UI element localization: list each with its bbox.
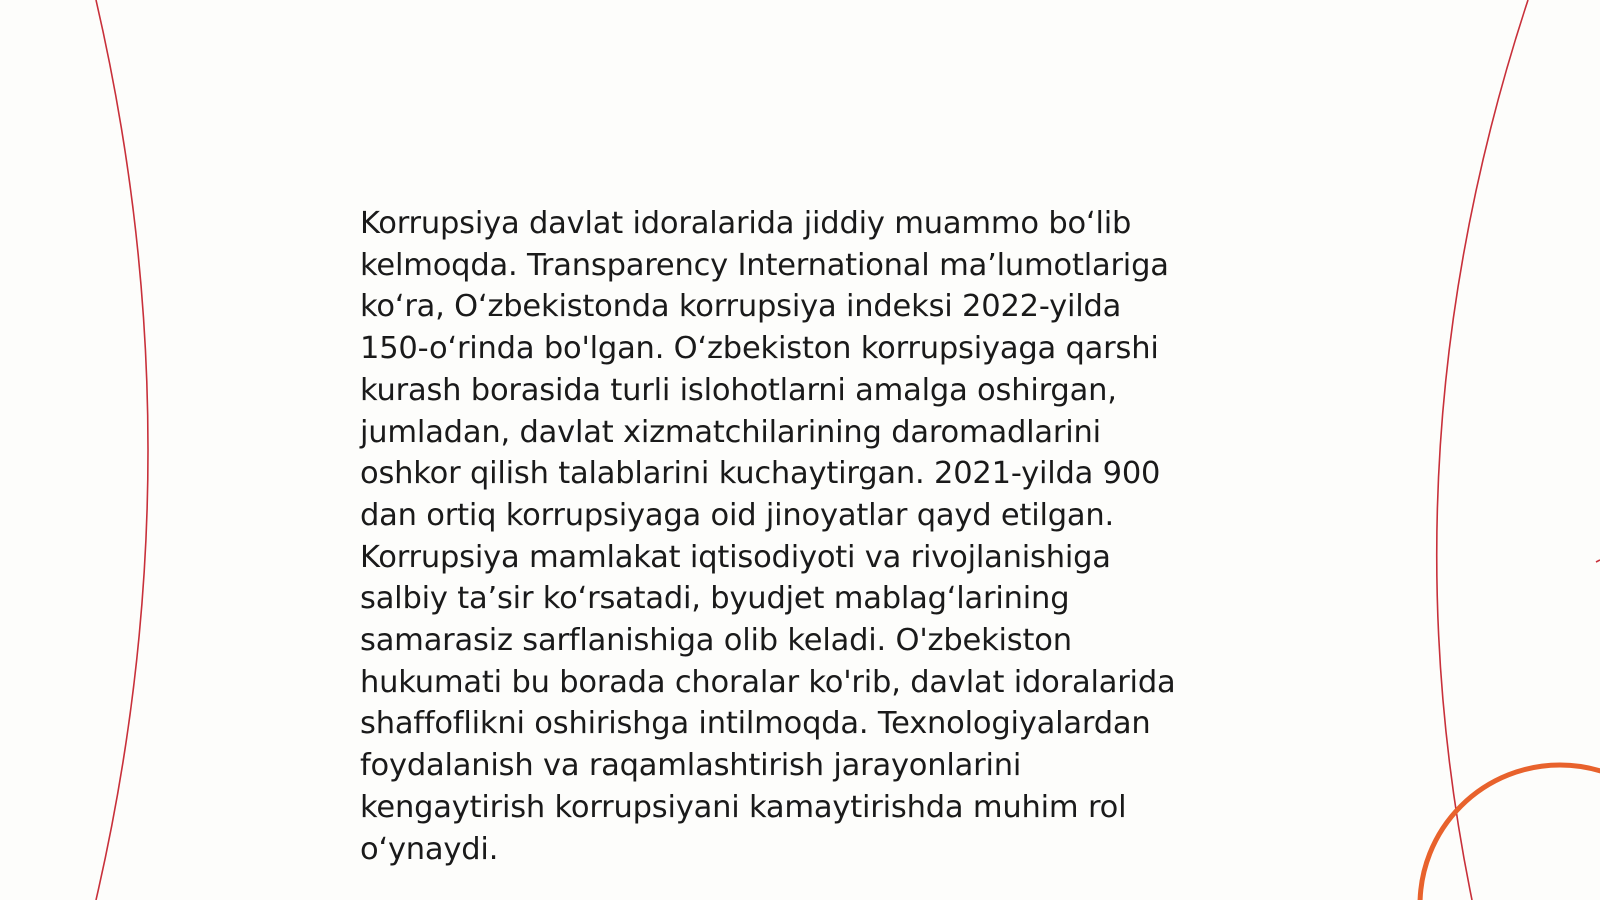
body-paragraph xyxy=(360,203,1260,870)
paragraph-line: kurash borasida turli islohotlarni amalga oshirgan, xyxy=(360,372,1117,408)
paragraph-line: dan ortiq korrupsiyaga oid jinoyatlar qayd etilgan. xyxy=(360,497,1115,533)
paragraph-line: hukumati bu borada choralar ko'rib, davlat idoralarida xyxy=(360,664,1176,700)
orange-ring-decoration xyxy=(1420,765,1600,900)
paragraph-line: kengaytirish korrupsiyani kamaytirishda muhim rol xyxy=(360,789,1127,825)
paragraph-line: salbiy taʼsir koʻrsatadi, byudjet mablagʻlarining xyxy=(360,581,1070,617)
paragraph-line: Korrupsiya davlat idoralarida jiddiy muammo boʻlib xyxy=(360,206,1132,241)
right-edge-tick-decoration xyxy=(1596,560,1600,562)
paragraph-line: Korrupsiya mamlakat iqtisodiyoti va rivojlanishiga xyxy=(360,539,1111,575)
paragraph-line: jumladan, davlat xizmatchilarining daromadlarini xyxy=(360,414,1101,450)
paragraph-line: koʻra, Oʻzbekistonda korrupsiya indeksi 2022-yilda xyxy=(360,289,1122,325)
paragraph-line: samarasiz sarflanishiga olib keladi. O'zbekiston xyxy=(360,623,1072,659)
paragraph-line: oshkor qilish talablarini kuchaytirgan. 2021-yilda 900 xyxy=(360,456,1161,492)
paragraph-line: 150-oʻrinda bo'lgan. Oʻzbekiston korrupsiyaga qarshi xyxy=(360,331,1159,367)
paragraph-line: shaffoflikni oshirishga intilmoqda. Texnologiyalardan xyxy=(360,706,1151,742)
left-arc-decoration xyxy=(96,0,148,900)
right-arc-decoration xyxy=(1437,0,1528,900)
paragraph-line: kelmoqda. Transparency International maʼlumotlariga xyxy=(360,247,1169,283)
paragraph-line: oʻynaydi. xyxy=(360,831,499,867)
paragraph-line: foydalanish va raqamlashtirish jarayonlarini xyxy=(360,748,1022,784)
